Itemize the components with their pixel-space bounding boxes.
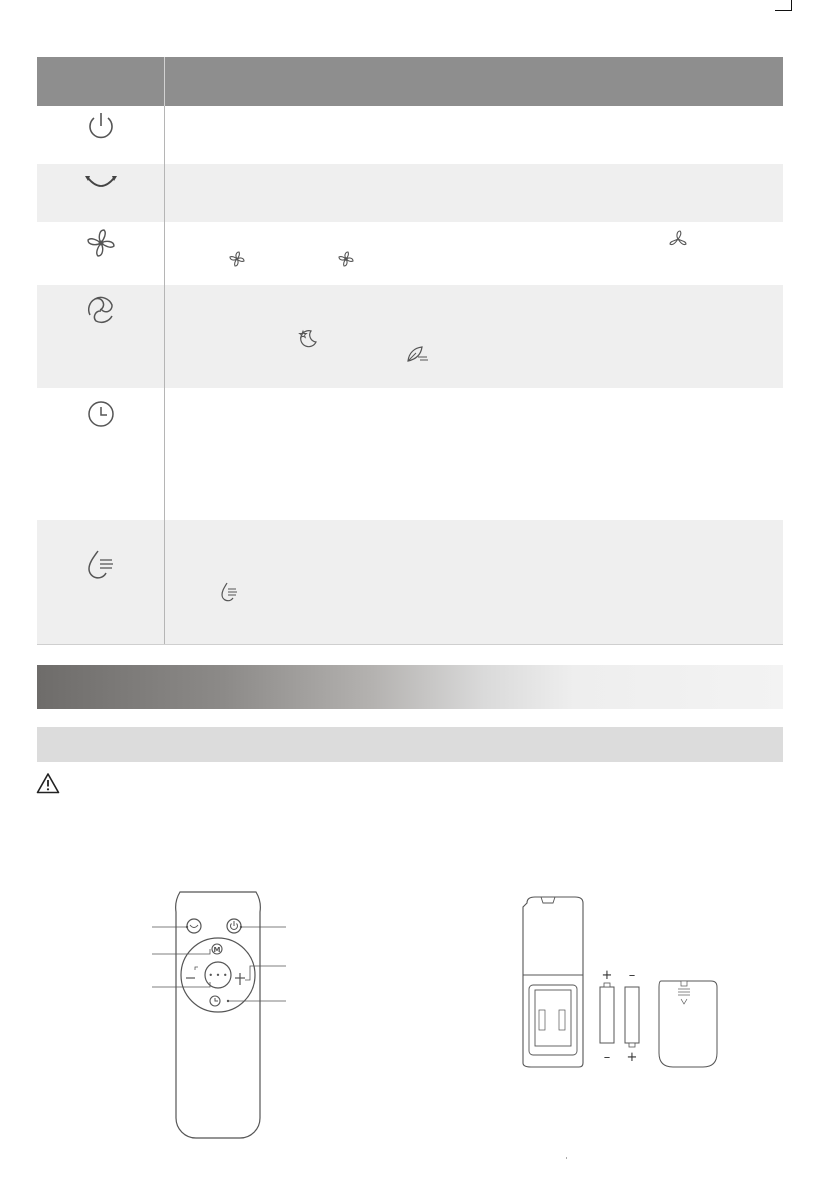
column-divider (164, 106, 165, 645)
table-row-swing (37, 164, 783, 222)
sleep-icon (297, 328, 319, 348)
table-row-timer (37, 388, 783, 520)
fan-low-icon (227, 249, 247, 269)
battery-minus-top: – (628, 968, 636, 983)
battery-plus-bottom: + (626, 1050, 638, 1065)
page-mark (566, 1157, 567, 1159)
swing-icon (78, 168, 124, 202)
header-divider (164, 57, 165, 106)
humidify-small-icon (217, 581, 241, 603)
table-row-fan-speed (37, 222, 783, 285)
battery-install-diagram (515, 895, 725, 1070)
battery-plus-top: + (601, 968, 613, 983)
table-header (37, 57, 783, 106)
warning-triangle-icon (36, 772, 60, 794)
table-bottom-border (37, 644, 783, 645)
natural-wind-icon (405, 344, 429, 364)
crop-mark (775, 0, 792, 11)
battery-minus-bottom: – (603, 1050, 611, 1065)
subsection-heading-bar (37, 727, 783, 762)
fan-high-icon (667, 229, 689, 249)
fan-medium-icon (336, 249, 356, 269)
table-row-mode (37, 285, 783, 388)
table-row-power (37, 106, 783, 164)
button-function-table (37, 57, 783, 645)
mode-icon (78, 293, 124, 327)
power-icon (78, 111, 124, 145)
section-heading-bar (37, 665, 783, 709)
svg-text:• • •: • • • (208, 971, 228, 980)
timer-icon (78, 397, 124, 431)
table-row-humidify (37, 520, 783, 645)
mode-button-letter: M (213, 946, 221, 954)
fan-speed-icon (78, 226, 124, 260)
remote-control-diagram (150, 890, 290, 1140)
humidify-icon (78, 548, 124, 582)
